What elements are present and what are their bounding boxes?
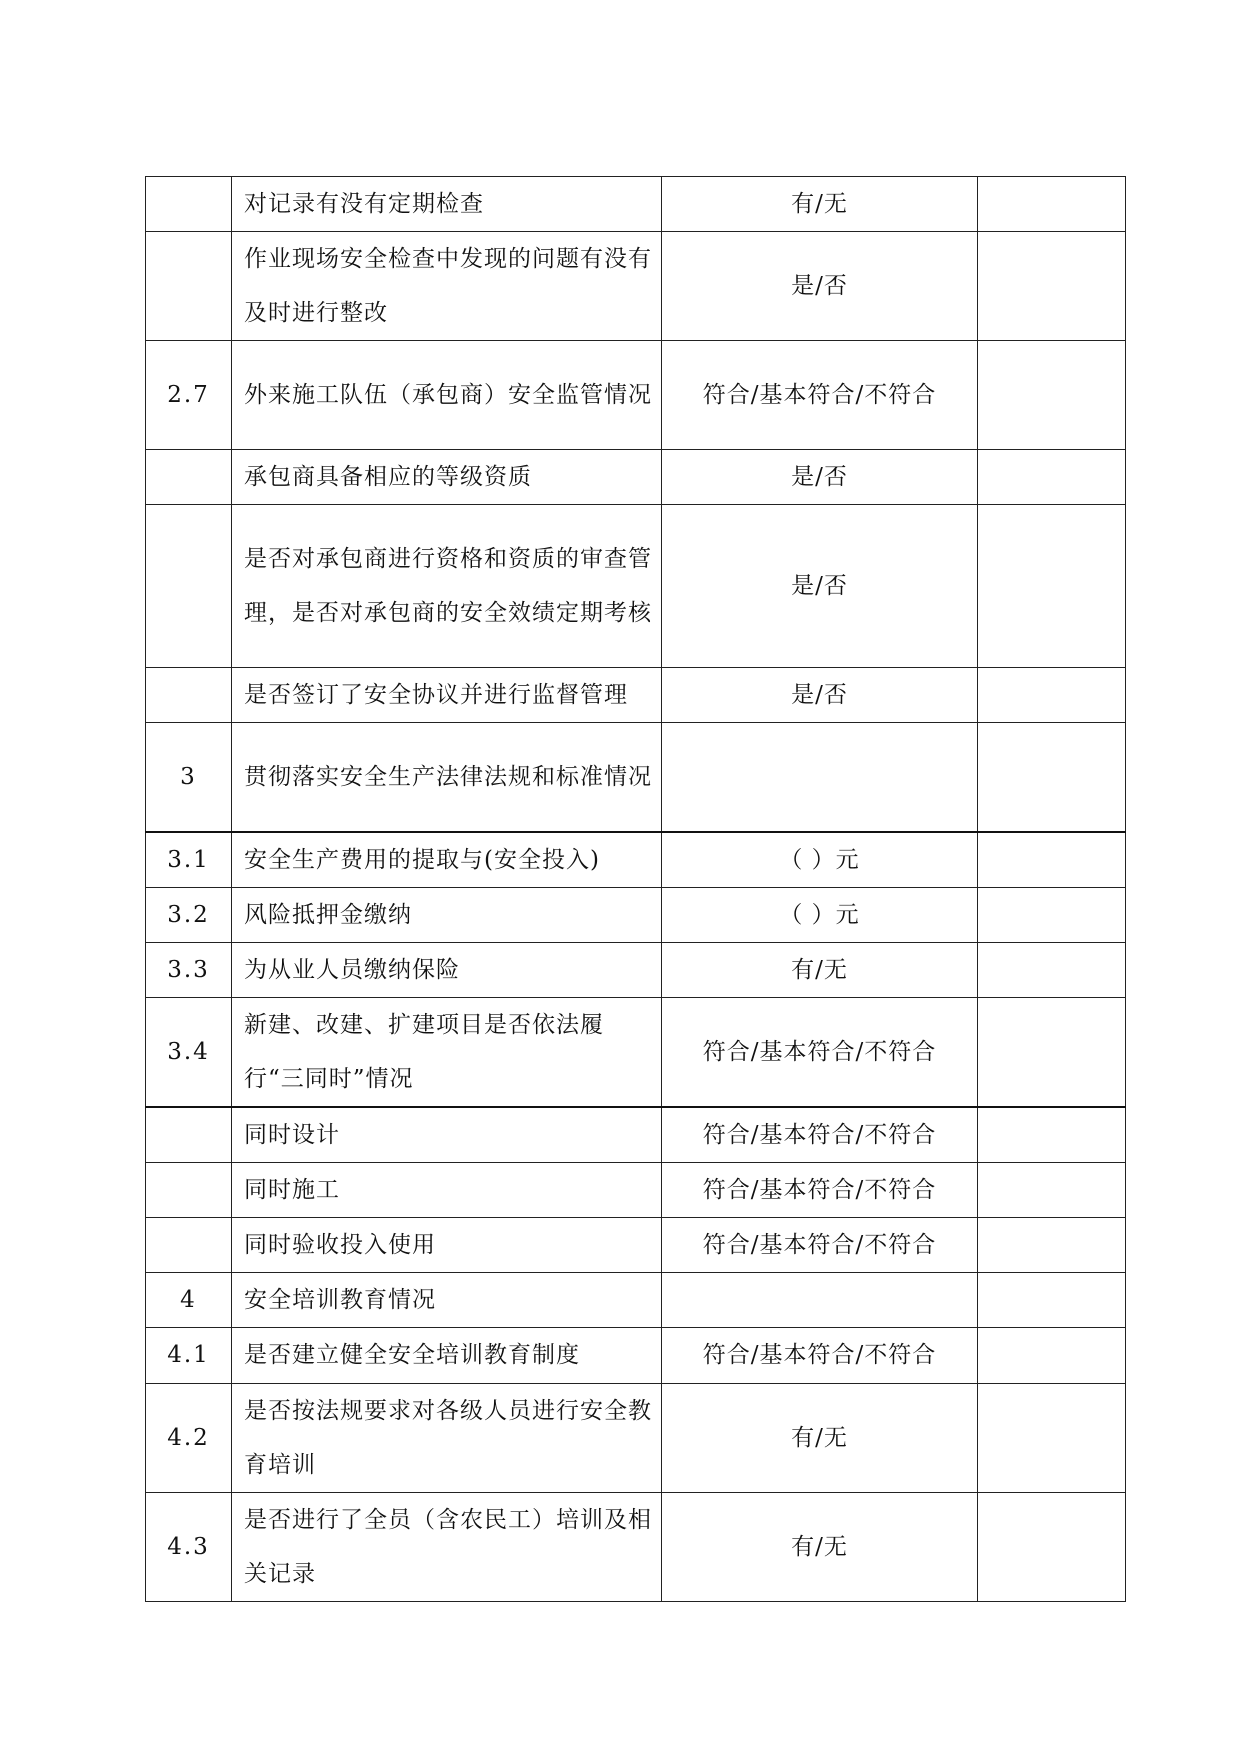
check-result: 有/无 (662, 942, 978, 997)
check-item: 安全培训教育情况 (232, 1272, 662, 1327)
remark-cell (978, 942, 1126, 997)
remark-cell (978, 1327, 1126, 1383)
table-row (146, 1107, 1126, 1163)
check-result: 有/无 (662, 1383, 978, 1492)
table-row (146, 1217, 1126, 1272)
row-number: 4.2 (146, 1383, 232, 1492)
table-row (146, 723, 1126, 832)
check-result: 是/否 (662, 505, 978, 668)
row-number (146, 177, 232, 232)
row-number (146, 1162, 232, 1217)
check-result: 是/否 (662, 668, 978, 723)
remark-cell (978, 341, 1126, 450)
remark-cell (978, 1492, 1126, 1601)
check-result: 符合/基本符合/不符合 (662, 341, 978, 450)
remark-cell (978, 1272, 1126, 1327)
check-item: 对记录有没有定期检查 (232, 177, 662, 232)
check-result: 符合/基本符合/不符合 (662, 1162, 978, 1217)
check-item: 是否进行了全员（含农民工）培训及相关记录 (232, 1492, 662, 1601)
table-row (146, 1272, 1126, 1327)
check-item: 是否签订了安全协议并进行监督管理 (232, 668, 662, 723)
table-row (146, 887, 1126, 942)
table-row (146, 1492, 1126, 1601)
row-number: 3.4 (146, 997, 232, 1107)
remark-cell (978, 177, 1126, 232)
row-number: 3 (146, 723, 232, 832)
check-item: 同时施工 (232, 1162, 662, 1217)
check-item: 是否对承包商进行资格和资质的审查管理，是否对承包商的安全效绩定期考核 (232, 505, 662, 668)
table-row (146, 450, 1126, 505)
row-number (146, 232, 232, 341)
remark-cell (978, 1383, 1126, 1492)
table-row (146, 668, 1126, 723)
remark-cell (978, 1162, 1126, 1217)
row-number (146, 505, 232, 668)
remark-cell (978, 232, 1126, 341)
remark-cell (978, 450, 1126, 505)
check-result: （ ）元 (662, 887, 978, 942)
row-number (146, 1217, 232, 1272)
row-number (146, 668, 232, 723)
remark-cell (978, 887, 1126, 942)
check-item: 外来施工队伍（承包商）安全监管情况 (232, 341, 662, 450)
check-item: 作业现场安全检查中发现的问题有没有及时进行整改 (232, 232, 662, 341)
check-result: 有/无 (662, 1492, 978, 1601)
check-result (662, 1272, 978, 1327)
table-row (146, 505, 1126, 668)
check-item: 新建、改建、扩建项目是否依法履行“三同时”情况 (232, 997, 662, 1107)
check-result: 是/否 (662, 232, 978, 341)
remark-cell (978, 997, 1126, 1107)
remark-cell (978, 668, 1126, 723)
table-row (146, 997, 1126, 1107)
row-number (146, 1107, 232, 1163)
row-number: 3.3 (146, 942, 232, 997)
check-item: 贯彻落实安全生产法律法规和标准情况 (232, 723, 662, 832)
row-number: 3.1 (146, 832, 232, 888)
table-row (146, 177, 1126, 232)
row-number: 4.3 (146, 1492, 232, 1601)
table-row (146, 232, 1126, 341)
table-row (146, 1327, 1126, 1383)
row-number: 3.2 (146, 887, 232, 942)
check-result: （ ）元 (662, 832, 978, 888)
remark-cell (978, 832, 1126, 888)
check-result: 是/否 (662, 450, 978, 505)
table-row (146, 1162, 1126, 1217)
check-item: 风险抵押金缴纳 (232, 887, 662, 942)
table-row (146, 341, 1126, 450)
check-result: 符合/基本符合/不符合 (662, 1107, 978, 1163)
check-item: 为从业人员缴纳保险 (232, 942, 662, 997)
check-item: 同时验收投入使用 (232, 1217, 662, 1272)
remark-cell (978, 723, 1126, 832)
remark-cell (978, 505, 1126, 668)
row-number: 4 (146, 1272, 232, 1327)
check-result (662, 723, 978, 832)
check-result: 符合/基本符合/不符合 (662, 1217, 978, 1272)
check-item: 承包商具备相应的等级资质 (232, 450, 662, 505)
remark-cell (978, 1217, 1126, 1272)
row-number: 4.1 (146, 1327, 232, 1383)
check-item: 是否建立健全安全培训教育制度 (232, 1327, 662, 1383)
inspection-table (145, 176, 1126, 1602)
table-row (146, 942, 1126, 997)
remark-cell (978, 1107, 1126, 1163)
row-number (146, 450, 232, 505)
table-row (146, 1383, 1126, 1492)
row-number: 2.7 (146, 341, 232, 450)
table-row (146, 832, 1126, 888)
check-item: 安全生产费用的提取与(安全投入) (232, 832, 662, 888)
check-item: 同时设计 (232, 1107, 662, 1163)
check-item: 是否按法规要求对各级人员进行安全教育培训 (232, 1383, 662, 1492)
check-result: 有/无 (662, 177, 978, 232)
check-result: 符合/基本符合/不符合 (662, 1327, 978, 1383)
check-result: 符合/基本符合/不符合 (662, 997, 978, 1107)
